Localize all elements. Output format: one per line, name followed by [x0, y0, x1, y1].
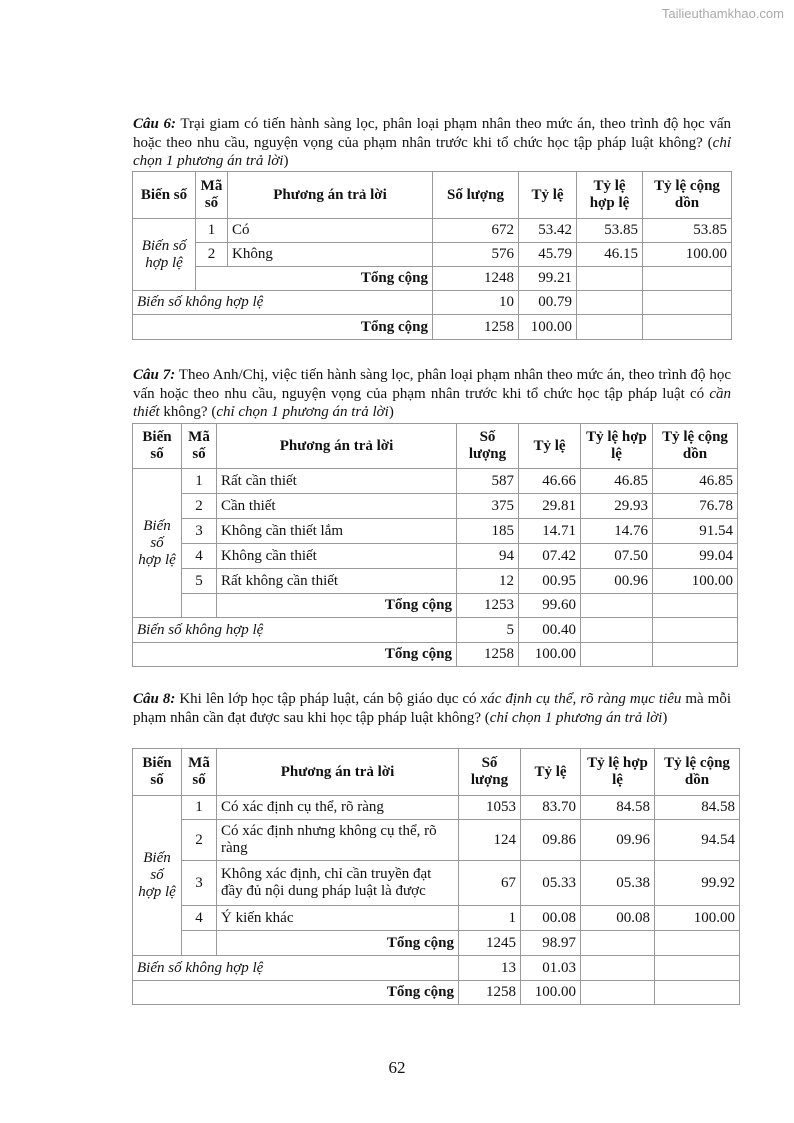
- column-header: Mã số: [182, 424, 217, 469]
- cumulative-percent-cell: 76.78: [653, 494, 738, 519]
- table-row: [133, 796, 740, 820]
- question-emphasis: cần thiết: [133, 385, 731, 420]
- valid-percent-cell: 84.58: [581, 796, 655, 820]
- empty-cell: [643, 291, 732, 315]
- invalid-percent: 01.03: [521, 956, 581, 981]
- valid-percent-cell: 07.50: [581, 544, 653, 569]
- cumulative-percent-cell: 100.00: [643, 243, 732, 267]
- column-header: Phương án trả lời: [217, 749, 459, 796]
- cumulative-percent-cell: 100.00: [653, 569, 738, 594]
- invalid-label: Biến số không hợp lệ: [133, 291, 433, 315]
- answer-code: 1: [182, 796, 217, 820]
- count-cell: 185: [457, 519, 519, 544]
- table-row: [133, 569, 738, 594]
- answer-label: Không cần thiết: [217, 544, 457, 569]
- empty-code-cell: [182, 594, 217, 618]
- cumulative-percent-cell: 53.85: [643, 219, 732, 243]
- table-row: [133, 243, 732, 267]
- count-cell: 1053: [459, 796, 521, 820]
- answer-code: 2: [182, 820, 217, 861]
- column-header: Tỷ lệ hợp lệ: [581, 749, 655, 796]
- empty-cell: [655, 931, 740, 956]
- column-header: Mã số: [182, 749, 217, 796]
- grand-total-count: 1258: [433, 315, 519, 340]
- question-emphasis: chỉ chọn 1 phương án trả lời: [133, 134, 731, 169]
- column-header: Tỷ lệ: [519, 172, 577, 219]
- table-row: [133, 469, 738, 494]
- valid-total-percent: 99.21: [519, 267, 577, 291]
- grand-total-label: Tổng cộng: [133, 315, 433, 340]
- answer-label: Có xác định cụ thể, rõ ràng: [217, 796, 459, 820]
- column-header: Tỷ lệ: [521, 749, 581, 796]
- percent-cell: 45.79: [519, 243, 577, 267]
- grand-total-row: [133, 315, 732, 340]
- percent-cell: 53.42: [519, 219, 577, 243]
- empty-cell: [643, 267, 732, 291]
- grand-total-percent: 100.00: [519, 315, 577, 340]
- question-text: mà mỗi phạm nhân cần đạt được sau khi học tập pháp luật không? (: [133, 691, 732, 726]
- valid-percent-cell: 09.96: [581, 820, 655, 861]
- question-text: ): [662, 709, 668, 726]
- answer-code: 5: [182, 569, 217, 594]
- answer-label: Không xác định, chỉ cần truyền đạt đầy đủ nội dung pháp luật là được: [217, 861, 459, 906]
- answer-label: Có: [228, 219, 433, 243]
- invalid-row: [133, 618, 738, 643]
- count-cell: 587: [457, 469, 519, 494]
- table-row: [133, 544, 738, 569]
- cumulative-percent-cell: 46.85: [653, 469, 738, 494]
- column-header: Tỷ lệ cộng dồn: [655, 749, 740, 796]
- question-text: ): [388, 404, 394, 420]
- results-table-8: [132, 748, 740, 1005]
- column-header: Phương án trả lời: [217, 424, 457, 469]
- table-header-row: [133, 172, 732, 219]
- column-header: Tỷ lệ hợp lệ: [577, 172, 643, 219]
- invalid-percent: 00.79: [519, 291, 577, 315]
- answer-code: 2: [182, 494, 217, 519]
- valid-total-count: 1248: [433, 267, 519, 291]
- invalid-count: 5: [457, 618, 519, 643]
- count-cell: 124: [459, 820, 521, 861]
- question-6: [133, 115, 731, 171]
- question-number: Câu 8:: [133, 691, 176, 707]
- invalid-label: Biến số không hợp lệ: [133, 618, 457, 643]
- invalid-count: 10: [433, 291, 519, 315]
- answer-label: Rất cần thiết: [217, 469, 457, 494]
- question-emphasis: xác định cụ thể, rõ ràng mục tiêu: [480, 691, 682, 707]
- valid-total-percent: 98.97: [521, 931, 581, 956]
- percent-cell: 00.95: [519, 569, 581, 594]
- cumulative-percent-cell: 99.92: [655, 861, 740, 906]
- question-text: Trại giam có tiến hành sàng lọc, phân loại phạm nhân theo mức án, theo trình độ học vấn hoặc theo nhu cầu, nguyện vọng của phạm nhân trước khi tổ chức học tập pháp luật không? (: [133, 116, 731, 151]
- results-table-7: [132, 423, 738, 667]
- empty-code-cell: [182, 931, 217, 956]
- grand-total-row: [133, 643, 738, 667]
- invalid-count: 13: [459, 956, 521, 981]
- count-cell: 94: [457, 544, 519, 569]
- table-header-row: [133, 424, 738, 469]
- valid-percent-cell: 14.76: [581, 519, 653, 544]
- question-number: Câu 7:: [133, 367, 176, 383]
- valid-total-count: 1245: [459, 931, 521, 956]
- empty-cell: [643, 315, 732, 340]
- valid-total-label: Tổng cộng: [196, 267, 433, 291]
- grand-total-percent: 100.00: [521, 981, 581, 1005]
- valid-percent-cell: 05.38: [581, 861, 655, 906]
- empty-cell: [653, 618, 738, 643]
- answer-code: 2: [196, 243, 228, 267]
- percent-cell: 00.08: [521, 906, 581, 931]
- page-number: 62: [388, 1058, 406, 1077]
- empty-cell: [653, 643, 738, 667]
- answer-label: Ý kiến khác: [217, 906, 459, 931]
- count-cell: 576: [433, 243, 519, 267]
- results-table-6: [132, 171, 732, 340]
- valid-percent-cell: 46.15: [577, 243, 643, 267]
- count-cell: 12: [457, 569, 519, 594]
- valid-total-label: Tổng cộng: [217, 594, 457, 618]
- question-emphasis: chỉ chọn 1 phương án trả lời: [489, 709, 663, 726]
- table-row: [133, 906, 740, 931]
- cumulative-percent-cell: 99.04: [653, 544, 738, 569]
- answer-code: 3: [182, 519, 217, 544]
- column-header: Tỷ lệ: [519, 424, 581, 469]
- percent-cell: 46.66: [519, 469, 581, 494]
- valid-percent-cell: 53.85: [577, 219, 643, 243]
- valid-group-label: Biến số hợp lệ: [133, 796, 182, 956]
- valid-total-percent: 99.60: [519, 594, 581, 618]
- column-header: Số lượng: [433, 172, 519, 219]
- empty-cell: [581, 981, 655, 1005]
- question-text: ): [283, 153, 289, 169]
- valid-percent-cell: 00.08: [581, 906, 655, 931]
- invalid-row: [133, 291, 732, 315]
- empty-cell: [581, 931, 655, 956]
- column-header: Biến số: [133, 749, 182, 796]
- column-header: Biến số: [133, 172, 196, 219]
- valid-group-label: Biến số hợp lệ: [133, 219, 196, 291]
- valid-percent-cell: 46.85: [581, 469, 653, 494]
- percent-cell: 29.81: [519, 494, 581, 519]
- cumulative-percent-cell: 84.58: [655, 796, 740, 820]
- percent-cell: 05.33: [521, 861, 581, 906]
- count-cell: 375: [457, 494, 519, 519]
- column-header: Phương án trả lời: [228, 172, 433, 219]
- empty-cell: [581, 618, 653, 643]
- grand-total-count: 1258: [459, 981, 521, 1005]
- table-row: [133, 820, 740, 861]
- question-number: Câu 6:: [133, 116, 177, 132]
- cumulative-percent-cell: 91.54: [653, 519, 738, 544]
- valid-total-row: [133, 594, 738, 618]
- percent-cell: 14.71: [519, 519, 581, 544]
- empty-cell: [581, 643, 653, 667]
- answer-code: 3: [182, 861, 217, 906]
- grand-total-row: [133, 981, 740, 1005]
- column-header: Mã số: [196, 172, 228, 219]
- cumulative-percent-cell: 94.54: [655, 820, 740, 861]
- empty-cell: [577, 267, 643, 291]
- valid-total-row: [133, 931, 740, 956]
- empty-cell: [655, 956, 740, 981]
- percent-cell: 07.42: [519, 544, 581, 569]
- valid-total-label: Tổng cộng: [217, 931, 459, 956]
- empty-cell: [581, 956, 655, 981]
- question-emphasis: chỉ chọn 1 phương án trả lời: [216, 404, 389, 420]
- table-header-row: [133, 749, 740, 796]
- valid-percent-cell: 00.96: [581, 569, 653, 594]
- answer-label: Không cần thiết lắm: [217, 519, 457, 544]
- grand-total-count: 1258: [457, 643, 519, 667]
- answer-label: Cần thiết: [217, 494, 457, 519]
- grand-total-label: Tổng cộng: [133, 643, 457, 667]
- valid-total-count: 1253: [457, 594, 519, 618]
- answer-code: 4: [182, 906, 217, 931]
- question-7: [133, 366, 731, 422]
- question-text: Theo Anh/Chị, việc tiến hành sàng lọc, phân loại phạm nhân theo mức án, theo trình độ học vấn hoặc theo nhu cầu, nguyện vọng của phạm nhân trước khi tổ chức học tập pháp luật có: [133, 367, 732, 402]
- invalid-row: [133, 956, 740, 981]
- percent-cell: 09.86: [521, 820, 581, 861]
- invalid-percent: 00.40: [519, 618, 581, 643]
- table-row: [133, 494, 738, 519]
- empty-cell: [577, 315, 643, 340]
- table-row: [133, 519, 738, 544]
- grand-total-percent: 100.00: [519, 643, 581, 667]
- percent-cell: 83.70: [521, 796, 581, 820]
- answer-label: Có xác định nhưng không cụ thể, rõ ràng: [217, 820, 459, 861]
- empty-cell: [655, 981, 740, 1005]
- column-header: Tỷ lệ cộng dồn: [653, 424, 738, 469]
- valid-percent-cell: 29.93: [581, 494, 653, 519]
- valid-group-label: Biến số hợp lệ: [133, 469, 182, 618]
- column-header: Số lượng: [457, 424, 519, 469]
- column-header: Tỷ lệ cộng dồn: [643, 172, 732, 219]
- answer-code: 1: [182, 469, 217, 494]
- grand-total-label: Tổng cộng: [133, 981, 459, 1005]
- table-row: [133, 219, 732, 243]
- question-text: Khi lên lớp học tập pháp luật, cán bộ giáo dục có: [175, 691, 481, 707]
- watermark: Tailieuthamkhao.com: [661, 6, 784, 21]
- count-cell: 1: [459, 906, 521, 931]
- column-header: Số lượng: [459, 749, 521, 796]
- empty-cell: [581, 594, 653, 618]
- answer-label: Không: [228, 243, 433, 267]
- empty-cell: [577, 291, 643, 315]
- count-cell: 67: [459, 861, 521, 906]
- answer-code: 1: [196, 219, 228, 243]
- answer-label: Rất không cần thiết: [217, 569, 457, 594]
- count-cell: 672: [433, 219, 519, 243]
- column-header: Tỷ lệ hợp lệ: [581, 424, 653, 469]
- empty-cell: [653, 594, 738, 618]
- answer-code: 4: [182, 544, 217, 569]
- column-header: Biến số: [133, 424, 182, 469]
- table-row: [133, 861, 740, 906]
- invalid-label: Biến số không hợp lệ: [133, 956, 459, 981]
- question-8: [133, 690, 731, 727]
- valid-total-row: [133, 267, 732, 291]
- question-text: không? (: [159, 404, 217, 420]
- cumulative-percent-cell: 100.00: [655, 906, 740, 931]
